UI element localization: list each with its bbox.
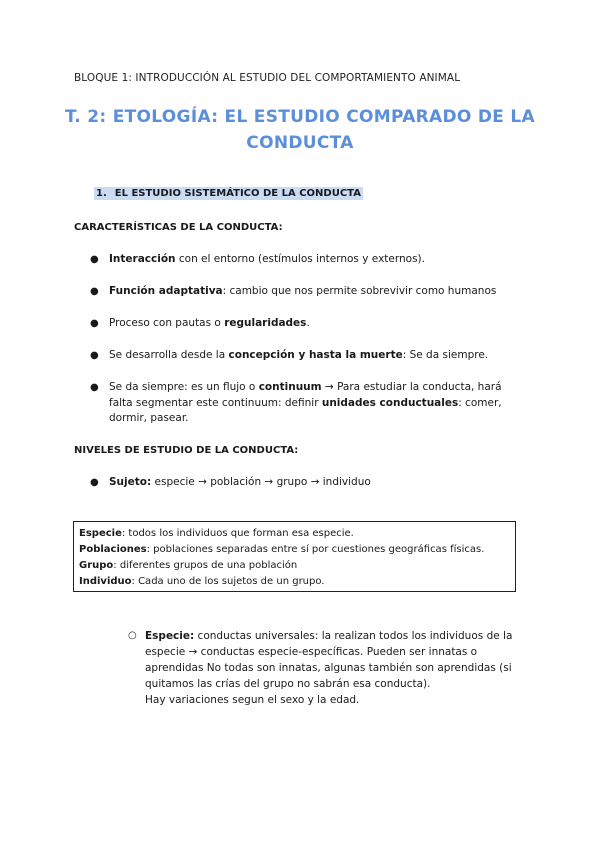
list-item <box>90 475 510 491</box>
bold-term: unidades conductuales <box>321 396 459 409</box>
list-item <box>90 348 510 364</box>
sub-list-item <box>128 628 528 708</box>
item-text: Proceso con pautas o <box>109 317 225 329</box>
bold-term: concepción y hasta la muerte <box>228 349 403 361</box>
section-heading <box>94 187 363 200</box>
bold-term: regularidades <box>224 317 307 329</box>
definitions-box <box>73 521 516 592</box>
bullet-icon: ● <box>90 318 99 329</box>
bullet-icon: ● <box>90 382 99 393</box>
item-text: Se da siempre: es un flujo o <box>109 381 259 393</box>
list-item <box>90 380 510 427</box>
title-line-1: T. 2: ETOLOGÍA: EL ESTUDIO COMPARADO DE LA <box>64 107 536 127</box>
definition-text: : diferentes grupos de una población <box>113 560 298 571</box>
item-text: . <box>306 317 310 329</box>
definition-row <box>79 558 510 574</box>
item-text: especie → población → grupo → individuo <box>151 476 371 488</box>
section-title: EL ESTUDIO SISTEMÁTICO DE LA CONDUCTA <box>114 188 361 199</box>
definition-row <box>79 542 510 558</box>
item-text: : comer, dormir, pasear. <box>109 396 502 424</box>
definition-text: : Cada uno de los sujetos de un grupo. <box>131 576 325 587</box>
bullet-icon: ● <box>90 254 99 265</box>
list-item <box>90 316 510 332</box>
page-title <box>60 104 540 156</box>
bullet-icon: ● <box>90 477 99 488</box>
item-text: con el entorno (estímulos internos y externos). <box>175 253 425 265</box>
item-text: : cambio que nos permite sobrevivir como humanos <box>222 285 497 297</box>
definition-term: Poblaciones <box>79 544 147 555</box>
bold-term: Especie: <box>145 630 195 642</box>
definition-term: Especie <box>79 528 122 539</box>
item-text: → Para estudiar la conducta, hará falta segmentar este continuum: definir <box>109 381 502 409</box>
bullet-icon: ● <box>90 350 99 361</box>
list-item <box>90 252 510 268</box>
levels-heading: NIVELES DE ESTUDIO DE LA CONDUCTA: <box>74 445 299 456</box>
bold-term: Interacción <box>109 253 176 265</box>
item-text: conductas universales: la realizan todos los individuos de la especie → conductas especie-específicas. Pueden ser innatas o aprendidas No todas son innatas, algunas también son aprendidas (si quitamos las crías del grupo no sabrán esa conducta). <box>145 630 513 690</box>
characteristics-heading: CARACTERÍSTICAS DE LA CONDUCTA: <box>74 222 283 233</box>
item-text: Se desarrolla desde la <box>109 349 229 361</box>
bold-term: Función adaptativa <box>109 285 223 297</box>
list-item <box>90 284 510 300</box>
bold-term: Sujeto: <box>109 476 152 488</box>
definition-row <box>79 574 510 590</box>
circle-bullet-icon: ○ <box>128 630 137 641</box>
bullet-icon: ● <box>90 286 99 297</box>
bold-term: continuum <box>258 381 322 393</box>
definition-row <box>79 526 510 542</box>
definition-text: : poblaciones separadas entre sí por cuestiones geográficas físicas. <box>146 544 485 555</box>
definition-term: Grupo <box>79 560 114 571</box>
item-text-extra: Hay variaciones segun el sexo y la edad. <box>145 694 360 706</box>
section-number: 1. <box>96 188 107 199</box>
title-line-2: CONDUCTA <box>246 133 354 153</box>
definition-text: : todos los individuos que forman esa especie. <box>121 528 354 539</box>
item-text: : Se da siempre. <box>402 349 489 361</box>
definition-term: Individuo <box>79 576 132 587</box>
block-label: BLOQUE 1: INTRODUCCIÓN AL ESTUDIO DEL COMPORTAMIENTO ANIMAL <box>74 72 461 84</box>
